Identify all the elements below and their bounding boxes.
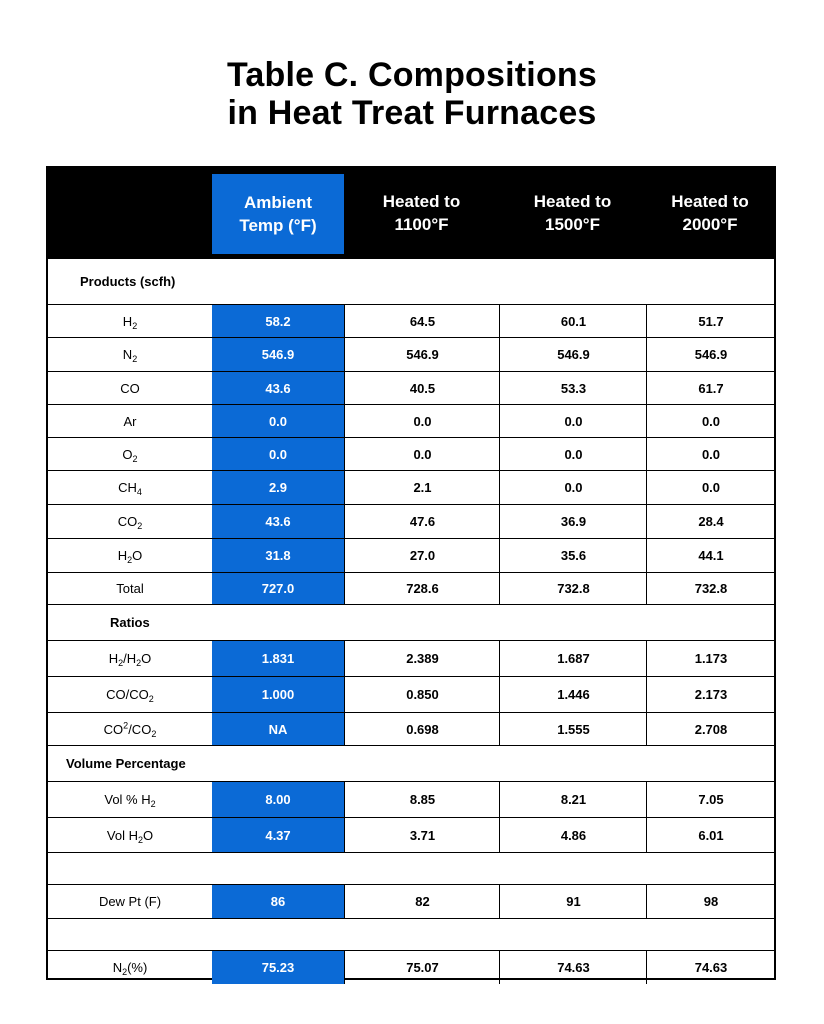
value-cell: 75.23 xyxy=(212,951,344,984)
value-cell: 64.5 xyxy=(344,305,500,337)
value-cell: 44.1 xyxy=(646,539,775,572)
value-cell: 53.3 xyxy=(499,372,647,404)
row-label-text: $CO^2/CO_2$ xyxy=(103,720,157,739)
title-line-2: in Heat Treat Furnaces xyxy=(227,94,597,132)
dew-point-row xyxy=(48,884,774,918)
table-row xyxy=(48,437,774,470)
header-2000: Heated to 2000°F xyxy=(671,192,749,234)
row-label-text: $N_2(\%)$ xyxy=(112,960,148,977)
value-cell: 86 xyxy=(212,885,344,918)
header-ambient: Ambient Temp (°F) xyxy=(212,174,344,254)
value-cell: 58.2 xyxy=(212,305,344,337)
value-cell: 0.0 xyxy=(212,405,344,437)
row-label-text: Ar xyxy=(123,413,137,429)
row-label xyxy=(48,539,212,572)
header-1500: Heated to 1500°F xyxy=(533,192,612,234)
value-cell: 74.63 xyxy=(499,951,647,984)
row-label-text: Total xyxy=(116,581,144,596)
row-label xyxy=(48,471,212,504)
value-cell: 0.850 xyxy=(344,677,500,712)
value-cell: 6.01 xyxy=(646,818,775,852)
value-cell: 98 xyxy=(646,885,775,918)
value-cell: 61.7 xyxy=(646,372,775,404)
value-cell: 2.173 xyxy=(646,677,775,712)
row-label-text: $CO_2$ xyxy=(117,514,143,531)
value-cell: 728.6 xyxy=(344,573,500,604)
row-label xyxy=(48,641,212,676)
value-cell: 0.0 xyxy=(499,438,647,470)
value-cell: 28.4 xyxy=(646,505,775,538)
table-row xyxy=(48,404,774,437)
value-cell: 27.0 xyxy=(344,539,500,572)
table-row xyxy=(48,371,774,404)
row-label xyxy=(48,573,212,604)
value-cell: 1.000 xyxy=(212,677,344,712)
table-row xyxy=(48,470,774,504)
table-row xyxy=(48,538,774,572)
section-header xyxy=(48,258,774,304)
value-cell: 2.9 xyxy=(212,471,344,504)
value-cell: 0.0 xyxy=(499,405,647,437)
value-cell: 1.687 xyxy=(499,641,647,676)
value-cell: 1.173 xyxy=(646,641,775,676)
value-cell: 732.8 xyxy=(646,573,775,604)
section-label: Products (scfh) xyxy=(80,274,176,289)
table-row xyxy=(48,572,774,604)
value-cell: 35.6 xyxy=(499,539,647,572)
value-cell: 0.0 xyxy=(646,438,775,470)
spacer-row xyxy=(48,852,774,884)
row-label xyxy=(48,885,212,918)
value-cell: 7.05 xyxy=(646,782,775,817)
value-cell: 546.9 xyxy=(344,338,500,371)
row-label-text: $O_2$ xyxy=(122,446,138,464)
value-cell: 47.6 xyxy=(344,505,500,538)
row-label xyxy=(48,405,212,437)
value-cell: 43.6 xyxy=(212,505,344,538)
table-row xyxy=(48,337,774,371)
table-row xyxy=(48,676,774,712)
table-row xyxy=(48,504,774,538)
page-title xyxy=(0,56,824,132)
row-label-text: $H_2/H_2O$ xyxy=(108,651,152,668)
value-cell: 0.698 xyxy=(344,713,500,745)
value-cell: 3.71 xyxy=(344,818,500,852)
value-cell: 546.9 xyxy=(646,338,775,371)
value-cell: 91 xyxy=(499,885,647,918)
value-cell: 2.708 xyxy=(646,713,775,745)
row-label-text: Vol $H_2O$ xyxy=(106,827,154,845)
row-label xyxy=(48,677,212,712)
row-label xyxy=(48,338,212,371)
value-cell: NA xyxy=(212,713,344,745)
value-cell: 8.21 xyxy=(499,782,647,817)
row-label xyxy=(48,305,212,337)
value-cell: 546.9 xyxy=(499,338,647,371)
value-cell: 0.0 xyxy=(344,438,500,470)
spacer-row xyxy=(48,918,774,950)
value-cell: 51.7 xyxy=(646,305,775,337)
row-label-text: $CO/CO_2$ xyxy=(106,687,154,704)
value-cell: 8.85 xyxy=(344,782,500,817)
row-label-text: $CH_4$ xyxy=(118,480,142,497)
row-label xyxy=(48,818,212,852)
table-header xyxy=(48,168,774,258)
value-cell: 4.37 xyxy=(212,818,344,852)
row-label-text: $N_2$ xyxy=(122,347,138,364)
section-header xyxy=(48,745,774,781)
value-cell: 0.0 xyxy=(646,405,775,437)
value-cell: 4.86 xyxy=(499,818,647,852)
value-cell: 36.9 xyxy=(499,505,647,538)
value-cell: 0.0 xyxy=(646,471,775,504)
composition-table xyxy=(46,166,776,980)
value-cell: 0.0 xyxy=(212,438,344,470)
table-row xyxy=(48,781,774,817)
value-cell: 74.63 xyxy=(646,951,775,984)
value-cell: 40.5 xyxy=(344,372,500,404)
value-cell: 0.0 xyxy=(499,471,647,504)
table-row xyxy=(48,817,774,852)
value-cell: 43.6 xyxy=(212,372,344,404)
value-cell: 82 xyxy=(344,885,500,918)
section-label: Volume Percentage xyxy=(66,756,186,771)
value-cell: 60.1 xyxy=(499,305,647,337)
value-cell: 8.00 xyxy=(212,782,344,817)
value-cell: 1.555 xyxy=(499,713,647,745)
row-label-text: Vol % $H_2$ xyxy=(104,792,156,809)
row-label xyxy=(48,505,212,538)
row-label xyxy=(48,782,212,817)
table-row xyxy=(48,712,774,745)
value-cell: 0.0 xyxy=(344,405,500,437)
row-label xyxy=(48,951,212,984)
value-cell: 727.0 xyxy=(212,573,344,604)
row-label xyxy=(48,438,212,470)
row-label xyxy=(48,372,212,404)
value-cell: 546.9 xyxy=(212,338,344,371)
value-cell: 2.389 xyxy=(344,641,500,676)
value-cell: 732.8 xyxy=(499,573,647,604)
value-cell: 1.831 xyxy=(212,641,344,676)
header-1100: Heated to 1100°F xyxy=(382,192,461,234)
row-label-text: $H_2O$ xyxy=(117,548,143,565)
row-label xyxy=(48,713,212,745)
value-cell: 1.446 xyxy=(499,677,647,712)
section-header xyxy=(48,604,774,640)
row-label-text: CO xyxy=(120,380,140,396)
table-row xyxy=(48,640,774,676)
title-line-1: Table C. Compositions xyxy=(226,56,598,94)
table-row xyxy=(48,304,774,337)
n2-percent-row xyxy=(48,950,774,984)
value-cell: 75.07 xyxy=(344,951,500,984)
value-cell: 31.8 xyxy=(212,539,344,572)
value-cell: 2.1 xyxy=(344,471,500,504)
row-label-text: $H_2$ xyxy=(122,313,138,331)
row-label-text: Dew Pt (F) xyxy=(98,894,162,909)
section-label: Ratios xyxy=(110,615,150,630)
